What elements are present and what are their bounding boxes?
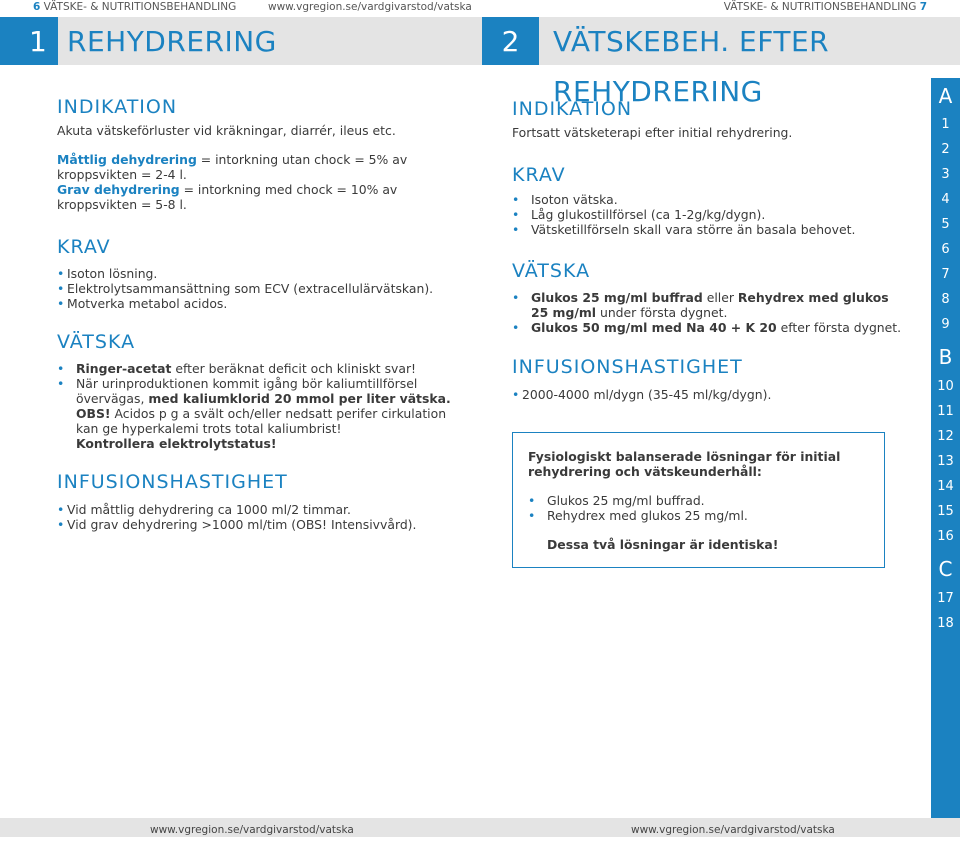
list-item: • Glukos 25 mg/ml buffrad. xyxy=(528,493,868,508)
list-item: • Vätsketillförseln skall vara större än basala behovet. xyxy=(512,222,912,237)
after-first-day-text: efter första dygnet. xyxy=(776,320,902,335)
left-vatska-list xyxy=(57,361,457,451)
rehydrex: Rehydrex med glukos xyxy=(737,290,889,305)
header-url[interactable]: www.vgregion.se/vardgivarstod/vatska xyxy=(268,1,472,13)
list-item: • Motverka metabol acidos. xyxy=(57,296,457,311)
chapter-number-1: 1 xyxy=(0,17,58,65)
list-item xyxy=(512,290,912,320)
or-text: eller xyxy=(702,290,738,305)
index-tab-1[interactable]: 1 xyxy=(941,117,950,132)
obs-label: OBS! xyxy=(76,406,111,421)
info-box-list xyxy=(528,493,868,523)
index-tab-4[interactable]: 4 xyxy=(941,192,950,207)
list-item: • Låg glukostillförsel (ca 1-2g/kg/dygn). xyxy=(512,207,912,222)
index-tab-17[interactable]: 17 xyxy=(937,591,954,606)
right-indikation-section xyxy=(512,98,912,140)
list-item: • Vid grav dehydrering >1000 ml/tim (OBS! Intensivvård). xyxy=(57,517,457,532)
left-infusion-section xyxy=(57,471,457,532)
right-krav-section xyxy=(512,164,912,237)
index-tab-8[interactable]: 8 xyxy=(941,292,950,307)
info-box-title-1: Fysiologiskt balanserade lösningar för initial xyxy=(528,449,841,464)
severe-dehydration-text-2: kroppsvikten = 5-8 l. xyxy=(57,197,187,212)
index-tab-7[interactable]: 7 xyxy=(941,267,950,282)
index-tab-5[interactable]: 5 xyxy=(941,217,950,232)
left-vatska-section xyxy=(57,331,457,451)
index-tab-14[interactable]: 14 xyxy=(937,479,954,494)
left-indikation-heading: INDIKATION xyxy=(57,96,178,118)
glukos-50: Glukos 50 mg/ml med Na 40 + K 20 xyxy=(531,320,777,335)
list-item: • Isoton vätska. xyxy=(512,192,912,207)
ringer-acetat-label: Ringer-acetat xyxy=(76,361,172,376)
index-tab-11[interactable]: 11 xyxy=(937,404,954,419)
index-tab-A[interactable]: A xyxy=(938,84,953,108)
right-vatska-heading: VÄTSKA xyxy=(512,260,591,282)
footer-left-url[interactable]: www.vgregion.se/vardgivarstod/vatska xyxy=(150,824,354,836)
right-infusion-heading: INFUSIONSHASTIGHET xyxy=(512,356,743,378)
index-tab-16[interactable]: 16 xyxy=(937,529,954,544)
right-vatska-list xyxy=(512,290,912,335)
obs-text: Acidos p g a svält och/eller nedsatt perifer cirkulation xyxy=(110,406,447,421)
obs-text-2: kan ge hyperkalemi trots total kaliumbrist! xyxy=(76,421,342,436)
right-krav-list xyxy=(512,192,912,237)
left-krav-section xyxy=(57,236,457,311)
left-indikation-text: Akuta vätskeförluster vid kräkningar, diarrér, ileus etc. xyxy=(57,123,396,138)
index-tab-9[interactable]: 9 xyxy=(941,317,950,332)
list-item xyxy=(512,320,912,335)
right-krav-heading: KRAV xyxy=(512,164,566,186)
kalium-text-2: övervägas, xyxy=(76,391,149,406)
left-page-number: 6 xyxy=(33,1,41,13)
severe-dehydration-text xyxy=(57,182,457,197)
glukos-buffrad: Glukos 25 mg/ml buffrad xyxy=(531,290,703,305)
index-tab-12[interactable]: 12 xyxy=(937,429,954,444)
index-tabs xyxy=(931,78,960,837)
list-item: • Rehydrex med glukos 25 mg/ml. xyxy=(528,508,868,523)
mild-dehydration-text-2: kroppsvikten = 2-4 l. xyxy=(57,167,187,182)
severe-dehydration-label: Grav dehydrering xyxy=(57,182,180,197)
list-item xyxy=(57,361,457,376)
list-item: • 2000-4000 ml/dygn (35-45 ml/kg/dygn). xyxy=(512,387,912,402)
list-item: • Isoton lösning. xyxy=(57,266,457,281)
right-page-header xyxy=(724,0,927,14)
index-tab-15[interactable]: 15 xyxy=(937,504,954,519)
mild-dehydration-label: Måttlig dehydrering xyxy=(57,152,197,167)
info-box-title-2: rehydrering och vätskeunderhåll: xyxy=(528,464,762,479)
index-tab-10[interactable]: 10 xyxy=(937,379,954,394)
index-tab-B[interactable]: B xyxy=(938,345,953,369)
right-page-number: 7 xyxy=(919,1,927,13)
footer-right-url[interactable]: www.vgregion.se/vardgivarstod/vatska xyxy=(631,824,835,836)
right-infusion-list xyxy=(512,387,912,402)
kalium-bold: med kaliumklorid 20 mmol per liter vätska. xyxy=(148,391,451,406)
rehydrex-conc: 25 mg/ml xyxy=(531,305,597,320)
obs-warning: Kontrollera elektrolytstatus! xyxy=(76,436,277,451)
chapter-number-2: 2 xyxy=(482,17,539,65)
list-item xyxy=(57,376,457,451)
right-running-title: VÄTSKE- & NUTRITIONSBEHANDLING xyxy=(723,1,917,13)
mild-dehydration-def: = intorkning utan chock = 5% av xyxy=(196,152,408,167)
index-tab-6[interactable]: 6 xyxy=(941,242,950,257)
left-vatska-heading: VÄTSKA xyxy=(57,331,136,353)
left-infusion-list xyxy=(57,502,457,532)
index-tab-2[interactable]: 2 xyxy=(941,142,950,157)
left-running-title: VÄTSKE- & NUTRITIONSBEHANDLING xyxy=(43,1,237,13)
ringer-acetat-text: efter beräknat deficit och kliniskt svar! xyxy=(171,361,417,376)
left-krav-heading: KRAV xyxy=(57,236,111,258)
kalium-text-1: När urinproduktionen kommit igång bör kaliumtillförsel xyxy=(76,376,418,391)
left-indikation-section xyxy=(57,96,457,212)
right-indikation-heading: INDIKATION xyxy=(512,98,633,120)
left-infusion-heading: INFUSIONSHASTIGHET xyxy=(57,471,288,493)
chapter-title-2: VÄTSKEBEH. EFTER REHYDRERING xyxy=(553,25,830,108)
right-indikation-text: Fortsatt vätsketerapi efter initial rehydrering. xyxy=(512,125,793,140)
right-infusion-section xyxy=(512,356,912,402)
list-item: • Vid måttlig dehydrering ca 1000 ml/2 timmar. xyxy=(57,502,457,517)
right-vatska-section xyxy=(512,260,912,335)
list-item: • Elektrolytsammansättning som ECV (extracellulärvätskan). xyxy=(57,281,457,296)
left-krav-list xyxy=(57,266,457,311)
index-tab-18[interactable]: 18 xyxy=(937,616,954,631)
first-day-text: under första dygnet. xyxy=(596,305,728,320)
info-box-note: Dessa två lösningar är identiska! xyxy=(547,537,779,552)
left-page-header xyxy=(33,0,236,14)
chapter-title-1: REHYDRERING xyxy=(67,25,277,58)
index-tab-3[interactable]: 3 xyxy=(941,167,950,182)
index-tab-13[interactable]: 13 xyxy=(937,454,954,469)
severe-dehydration-def: = intorkning med chock = 10% av xyxy=(179,182,398,197)
index-tab-C[interactable]: C xyxy=(938,557,953,581)
info-box xyxy=(512,432,885,568)
mild-dehydration-text xyxy=(57,152,457,167)
